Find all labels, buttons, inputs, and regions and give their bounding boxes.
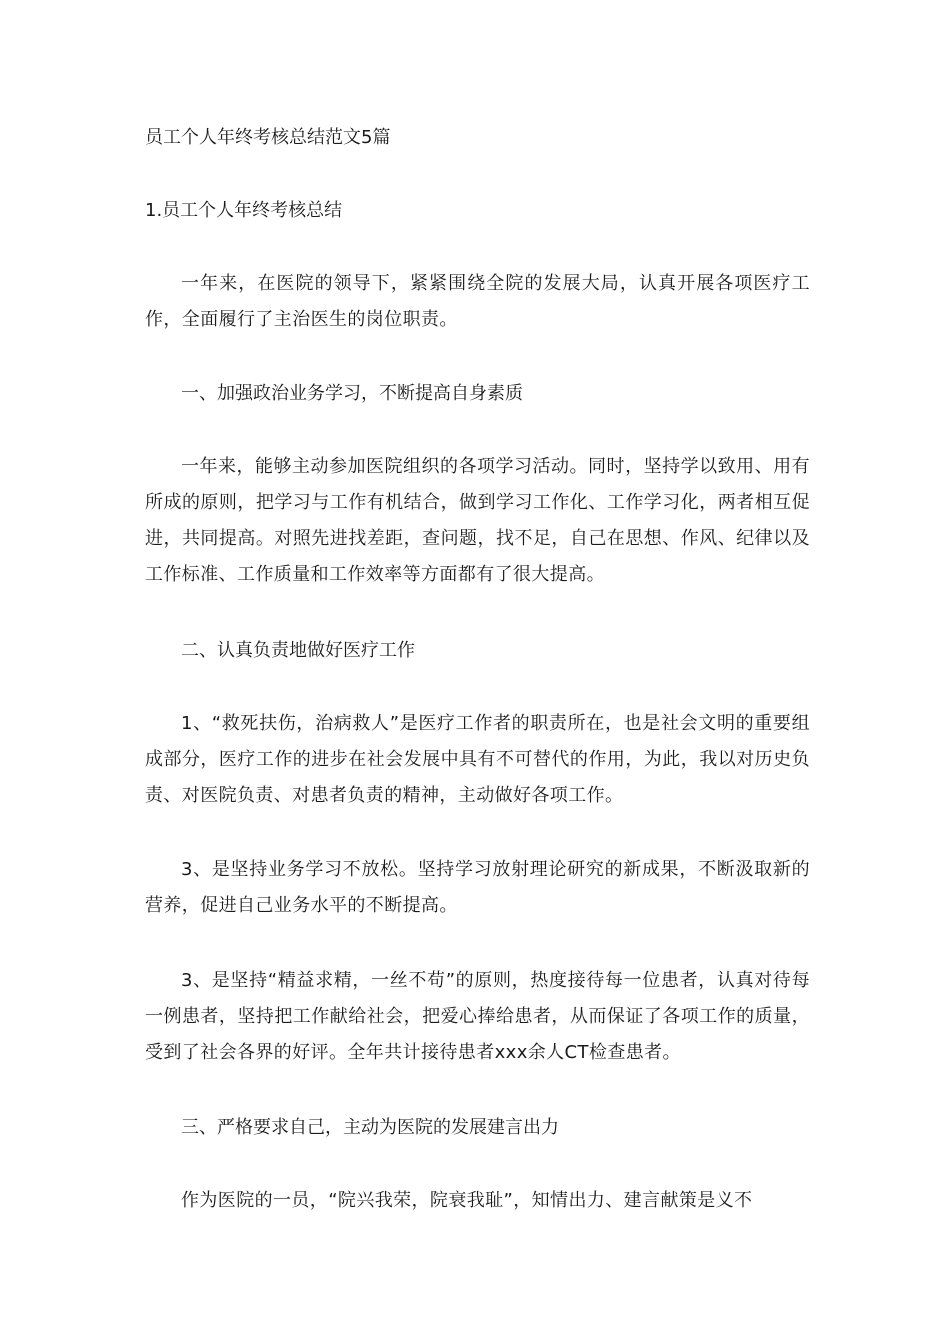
heading-part-one: 一、加强政治业务学习，不断提高自身素质 — [181, 383, 523, 404]
paragraph-member: 作为医院的一员，“院兴我荣，院衰我耻”，知情出力、建言献策是义不 — [181, 1190, 753, 1211]
heading-part-three: 三、严格要求自己，主动为医院的发展建言出力 — [181, 1117, 559, 1138]
section-title: 1.员工个人年终考核总结 — [145, 200, 343, 221]
heading-part-two: 二、认真负责地做好医疗工作 — [181, 640, 415, 661]
paragraph-item-1: 1、“救死扶伤，治病救人”是医疗工作者的职责所在，也是社会文明的重要组成部分，医疗工作的进步在社会发展中具有不可替代的作用，为此，我以对历史负责、对医院负责、对患者负责的精神，主动做好各项工作。 — [145, 713, 810, 806]
paragraph-study: 一年来，能够主动参加医院组织的各项学习活动。同时，坚持学以致用、用有所成的原则，把学习与工作有机结合，做到学习工作化、工作学习化，两者相互促进，共同提高。对照先进找差距，查问题，找不足，自己在思想、作风、纪律以及工作标准、工作质量和工作效率等方面都有了很大提高。 — [145, 456, 810, 585]
paragraph-intro: 一年来，在医院的领导下，紧紧围绕全院的发展大局，认真开展各项医疗工作，全面履行了主治医生的岗位职责。 — [145, 273, 810, 330]
paragraph-item-3a: 3、是坚持业务学习不放松。坚持学习放射理论研究的新成果，不断汲取新的营养，促进自己业务水平的不断提高。 — [145, 859, 810, 916]
document-title: 员工个人年终考核总结范文5篇 — [145, 127, 391, 148]
paragraph-item-3b: 3、是坚持“精益求精，一丝不苟”的原则，热度接待每一位患者，认真对待每一例患者，坚持把工作献给社会，把爱心捧给患者，从而保证了各项工作的质量，受到了社会各界的好评。全年共计接待患者xxx余人CT检查患者。 — [145, 970, 810, 1063]
